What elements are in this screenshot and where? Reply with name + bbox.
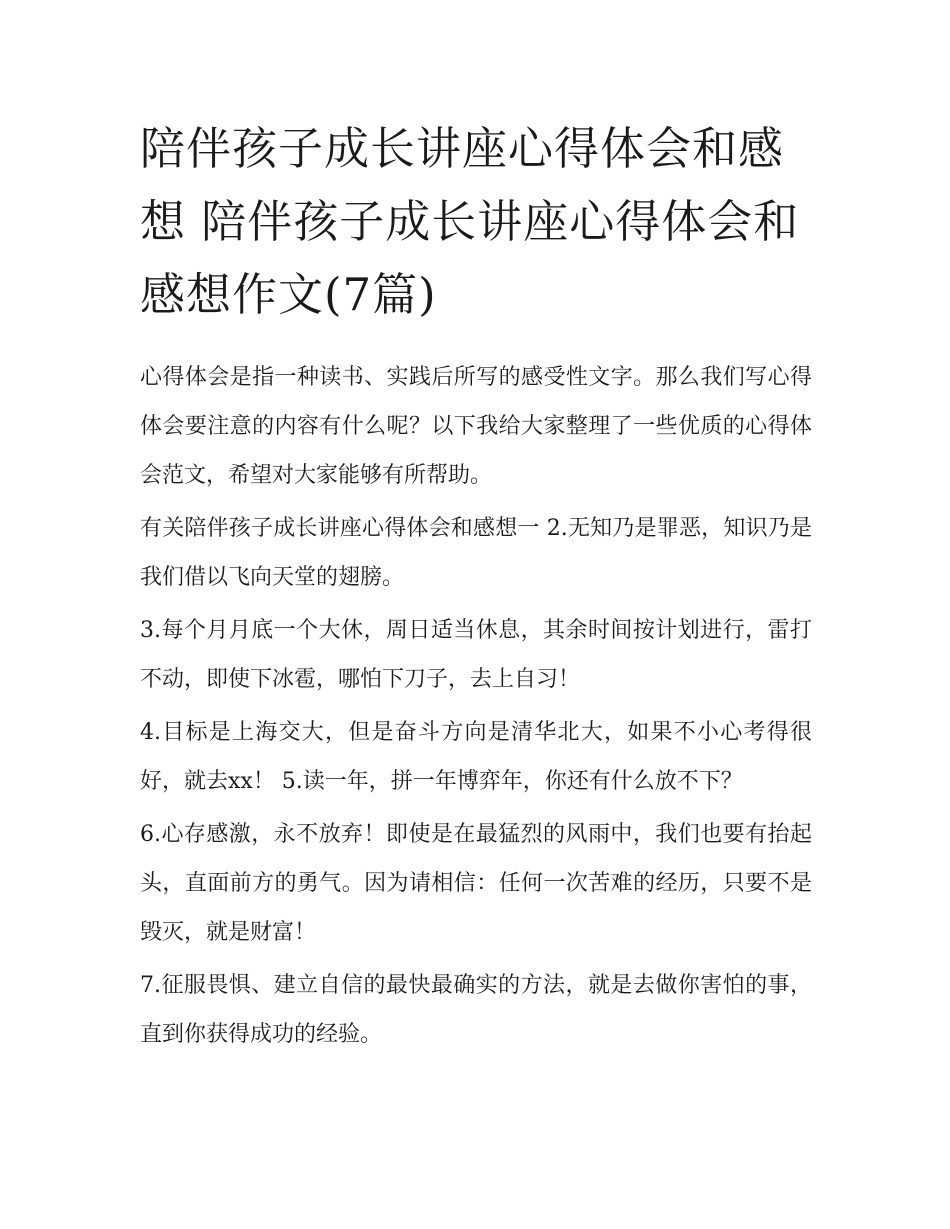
document-page <box>140 112 812 1063</box>
body-paragraph: 有关陪伴孩子成长讲座心得体会和感想一 2.无知乃是罪恶，知识乃是我们借以飞向天堂的翅膀。 <box>140 516 812 590</box>
body-paragraph: 6.心存感激，永不放弃！即使是在最猛烈的风雨中，我们也要有抬起头，直面前方的勇气。因为请相信：任何一次苦难的经历，只要不是毁灭，就是财富！ <box>140 822 812 945</box>
body-paragraph: 4.目标是上海交大，但是奋斗方向是清华北大，如果不小心考得很好，就去xx！ 5.读一年，拼一年博弈年，你还有什么放不下？ <box>140 720 812 794</box>
intro-paragraph: 心得体会是指一种读书、实践后所写的感受性文字。那么我们写心得体会要注意的内容有什么呢？以下我给大家整理了一些优质的心得体会范文，希望对大家能够有所帮助。 <box>140 365 812 488</box>
document-title: 陪伴孩子成长讲座心得体会和感想 陪伴孩子成长讲座心得体会和感想作文(7篇) <box>140 122 800 321</box>
body-paragraph: 7.征服畏惧、建立自信的最快最确实的方法，就是去做你害怕的事，直到你获得成功的经验。 <box>140 973 812 1047</box>
body-paragraph: 3.每个月月底一个大休，周日适当休息，其余时间按计划进行，雷打不动，即使下冰雹，哪怕下刀子，去上自习！ <box>140 618 812 692</box>
